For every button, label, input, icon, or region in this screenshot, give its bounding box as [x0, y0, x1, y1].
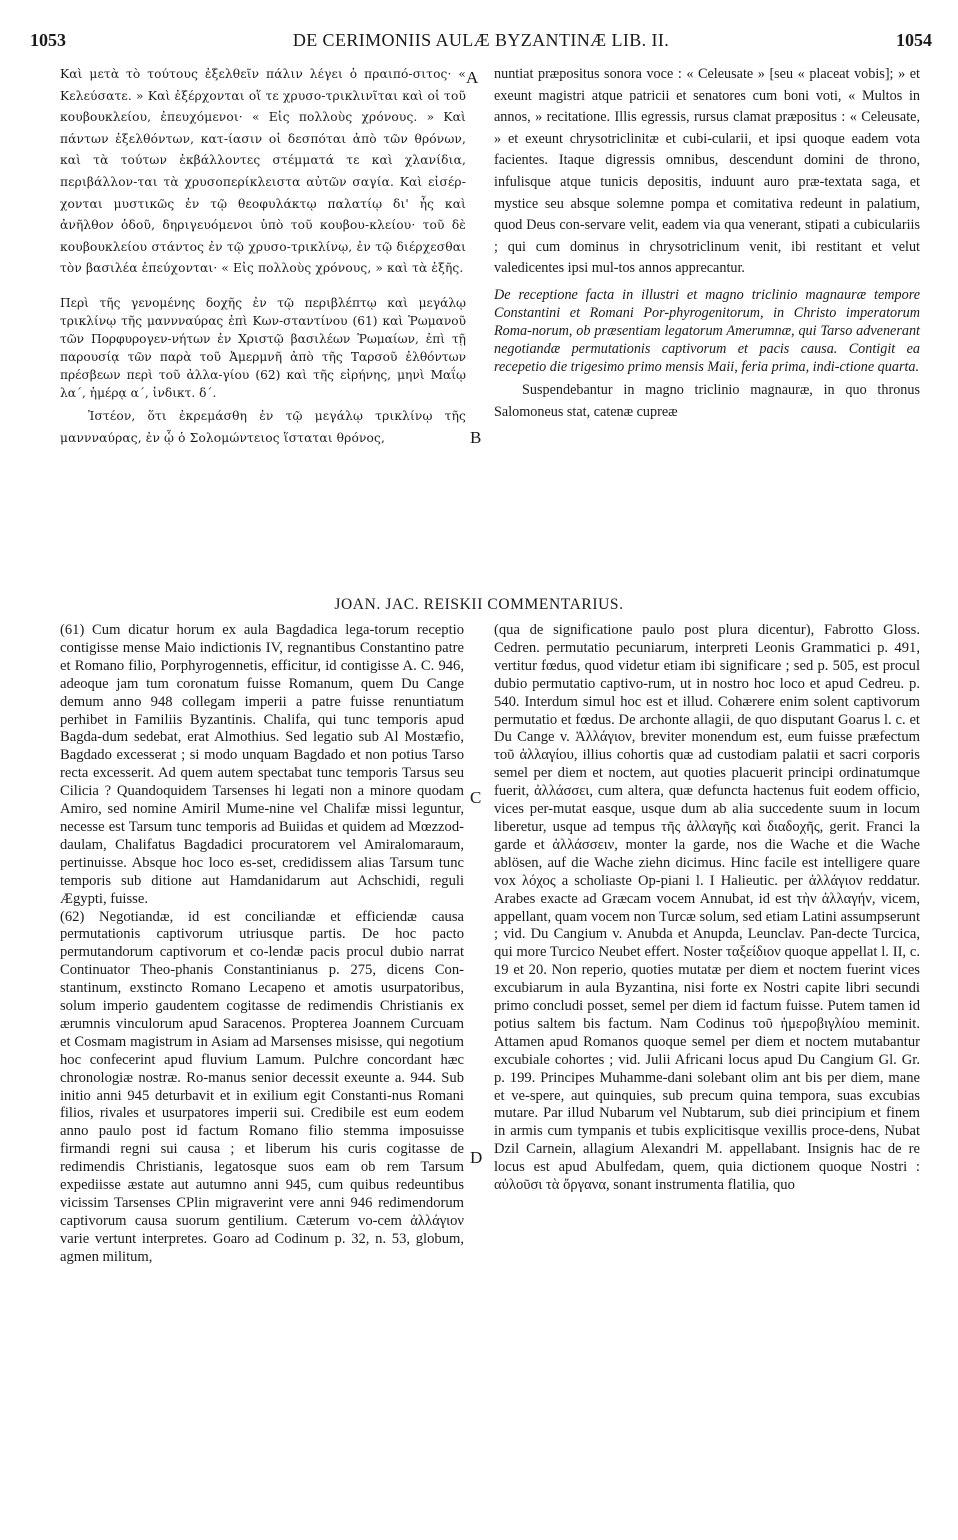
latin-column: [494, 64, 920, 423]
greek-section-title: Περὶ τῆς γενομένης δοχῆς ἐν τῷ περιβλέπτῳ καὶ μεγάλῳ τρικλίνῳ τῆς μαννναύρας ἐπὶ Κων-σταντίνου (61) καὶ Ῥωμανοῦ τῶν Πορφυρογεν-νήτων ἐν Χριστῷ βασιλέων Ῥωμαίων, ἐπὶ τῇ παρουσίᾳ τῶν παρὰ τοῦ Ἀμερμνῆ ἀπὸ τῆς Ταρσοῦ ἐλθόντων πρέσβεων περὶ τοῦ ἀλλα-γίου (62) καὶ τῆς εἰρήνης, μηνὶ Μαΐῳ λα΄, ἡμέρᾳ α΄, ἰνδικτ. δ΄.: [60, 295, 466, 400]
running-title: DE CERIMONIIS AULÆ BYZANTINÆ LIB. II.: [292, 30, 670, 50]
latin-section-title: De receptione facta in illustri et magno triclinio magnauræ tempore Constantini et Romani Por-phyrogenitorum, in Christo imperatorum Roma-norum, ob præsentiam legatorum Amerumnæ, qui Tarso advenerant negotiandæ permutationis captivorum et pacis causa. Contigit ea recepetio die trigesimo primo mensis Maii, feria prima, indi-ctione quarta.: [494, 286, 920, 375]
margin-letter-c: C: [470, 788, 482, 807]
note-62: (62) Negotiandæ, id est conciliandæ et efficiendæ causa permutationis captivorum utriusque partis. De hoc pacto permutandorum captivorum et co-lendæ pacis procul dubio narrat Continuator Theo-phanis Constantinianus p. 275, dicens Con-stantinum, exstincto Romano Lecapeno et amotis usurpatoribus, solum imperio gaudentem cogitasse de redimendis Christianis ex ærumnis vinculorum apud Saracenos. Propterea Joannem Curcuam et Cosmam magistrum in Asiam ad Marsenses misisse, qui negotium hoc confecerint apud fluvium Lamum. Pulchre concordant hæc chronologiæ nostræ. Ro-manus senior decessit exeunte a. 944. Sub initio anni 945 deturbavit et in exilium egit Constanti-nus Romani filios, rivales et usurpatores imperii sui. Credibile est eum eodem anno paulo post id factum Romano filio stemma imposuisse firmandi regni sui causa ; et liberum his curis cogitasse de redimendis Christianis, legatosque suos eam ob rem Tarsum expediisse æstate aut autumno anni 945, cum quibus redeuntibus vicissim Tarsenses CPlin migraverint vere anni 946 redimendorum captivorum causa suorum gentilium. Cæterum vo-cem ἀλλάγιον varie vertunt interpretes. Goaro ad Codinum p. 32, n. 53, globum, agmen militum,: [60, 908, 464, 1265]
note-61: (61) Cum dicatur horum ex aula Bagdadica lega-torum receptio contigisse mense Maio indictionis IV, regnantibus Constantino patre et Romano filio, Porphyrogennetis, efficitur, id contigisse A. C. 946, adeoque jam tum coronatum fuisse Romanum, quem Du Cange demum anno 948 collegam imperii a patre fuisse renuntiatum perhibet in Familiis Byzantinis. Chalifa, qui tunc temporis apud Bagda-dum sedebat, erat Almothius. Sed legatio sub Al Mostæfio, Bagdado excesserat ; si modo unquam Bagdado et non potius Tarso recta excesserit. Ad quem autem spectabat tunc temporis Tarsus seu Cilicia ? Quandoquidem Tarsenses hi legati non a minore quodam Amiro, sed nomine Amiril Mume-nine vel Chalifæ missi leguntur, necesse est Tarsum tunc temporis ad Buiidas et quidem ad Mœzzod-daulam, Chalifatus Bagdadici procuratorem vel Amiralomaraum, pertinuisse. Absque hoc loco es-set, credidissem alias Tarsum tunc temporis sub ditione aut Hamdanidarum aut Achschidi, reguli Ægypti, fuisse.: [60, 622, 464, 907]
page-number-left: 1053: [30, 30, 66, 50]
commentary-continuation: (qua de significatione paulo post plura dicentur), Fabrotto Gloss. Cedren. permutatio pecuniarum, interpreti Leonis Grammatici p. 491, vertitur fœdus, quod videtur etiam ibi significare ; sed p. 505, est procul dubio permutatio captivo-rum, ut in nostro hoc loco et apud Cedreu. p. 540. Interdum simul hoc est et illud. Cohærere enim solent captivorum permutatio et fœdus. De archonte allagii, de quo disputant Goarus l. c. et Du Cange v. Ἀλλάγιον, breviter monendum est, eum fuisse præfectum τοῦ ἀλλαγίου, illius cohortis quæ ad custodiam palatii et sacri corporis semel per diem et noctem, aut quoties placuerit principi ordinatumque fuerit, ἀλλάσσει, cum altera, quæ defuncta hactenus fuit eodem officio, vices per-mutat easque, usque dum ab alia succedente suum in locum liberetur, usque ad tempus τῆς ἀλλαγῆς καὶ διαδοχῆς, gerit. Franci la garde et ἀλλάσσειν, monter la garde, nos die Wache et die Wache ablösen, auf die Wache ziehn dicimus. Hinc facile est intelligere quare vox λόχος a scholiaste Op-piani l. I Halieutic. per ἀλλάγιον reddatur. Arabes exacte ad Græcam vocem Annubat, id est τὴν ἀλλαγήν, vicem, appellant, quam vocem non Turcæ solum, sed etiam Latini assumpserunt ; vid. Du Cangium v. Anubda et Anupda, Leunclav. Pan-decte Turcica, qui more Turcico Neubet effert. Noster ταξείδιον quoque appellat l. II, c. 19 et 20. Non reperio, quoties mutatæ per diem et noctem fuerint vices excubiarum in aula Byzantina, nisi forte ex Nostri capite libri secundi primo concludi posset, semel per diem id factum fuisse. Putem tamen id potius saltem bis factum. Nam Codinus τοῦ ἡμεροβιγλίου meminit. Attamen apud Romanos quoque semel per diem et noctem mutabantur excubiale cohortes ; vid. Julii Africani locus apud Du Cangium Gl. Gr. p. 199. Principes Muhamme-dani solebant olim ant bis per diem, mane et ve-spere, aut quinquies, sub precum quina tempora, suas excubias mutare. Par illud Nubarum vel Nubtarum, sub diei principium et finem in armis cum tympanis et tubis explicitisque vexillis proce-dens, Nubat Dzil Carnein, allagium Alexandri M. appellabant. Insignis hac de re locus est apud Abulfedam, quem, quia dictionem quoque Nostri : αὐλοῦσι τὰ ὄργανα, sonant instrumenta flatilia, quo: [494, 622, 920, 1194]
commentary-right-column: [494, 622, 920, 1195]
greek-column: [60, 64, 466, 449]
margin-letter-b: B: [470, 428, 482, 447]
margin-letter-a: A: [466, 68, 479, 87]
commentary-left-column: [60, 622, 464, 1267]
margin-letter-d: D: [470, 1148, 483, 1167]
latin-paragraph: nuntiat præpositus sonora voce : « Celeusate » [seu « placeat vobis]; » et exeunt magistri atque patricii et senatores cum boni voti, « Multos in annos, » recitatione. Illis egressis, rursus clamat præpositus : « Celeusate, » et exeunt chrysotriclinitæ et cubi-cularii, et ipsi quoque eadem vota facientes. Itaque digressis omnibus, descendunt domini de throno, infulisque atque tunicis depositis, induunt auro præ-textata saga, et mystice seu absque solemne pompa et comitativa redeunt in palatium, quod Deus con-servare velit, eadem via qua venerant, stipati a cubiculariis ; qui cum dominus in chrysotriclinum venit, ibi restitant et velut valedicentes ipsi mul-tos annos apprecantur.: [494, 66, 920, 277]
page-number-right: 1054: [896, 30, 932, 50]
greek-paragraph-2: Ἰστέον, ὅτι ἐκρεμάσθη ἐν τῷ μεγάλῳ τρικλίνῳ τῆς μαννναύρας, ἐν ᾧ ὁ Σολομώντειος ἵσταται θρόνος,: [60, 408, 466, 445]
running-header: [30, 30, 932, 60]
latin-paragraph-2: Suspendebantur in magno triclinio magnauræ, in quo thronus Salomoneus stat, catenæ cupreæ: [494, 381, 920, 420]
commentary-title: JOAN. JAC. REISKII COMMENTARIUS.: [334, 596, 624, 613]
greek-paragraph: Καὶ μετὰ τὸ τούτους ἐξελθεῖν πάλιν λέγει ὁ πραιπό-σιτος· « Κελεύσατε. » Καὶ ἐξέρχονται οἵ τε χρυσο-τρικλινῖται καὶ οἱ τοῦ κουβουκλείου, ἐπευχόμενοι· « Εἰς πολλοὺς χρόνους. » Καὶ πάντων ἐξελθόντων, κατ-ίασιν οἱ δεσπόται ἀπὸ τῶν θρόνων, καὶ τὰ τούτων ἐκβάλλοντες στέμματά τε καὶ χλανίδια, περιβάλλον-ται τὰ χρυσοπερίκλειστα αὐτῶν σαγία. Καὶ εἰσέρ-χονται μυστικῶς ἐν τῷ θεοφυλάκτῳ παλατίῳ δι' ἧς καὶ ἀνῆλθον ὁδοῦ, δηριγευόμενοι ὑπὸ τοῦ κουβου-κλείου· τοῦ δὲ κουβουκλείου στάντος ἐν τῷ χρυσο-τρικλίνῳ, ἐν τῷ διέρχεσθαι τὸν βασιλέα ἐπεύχονται· « Εἰς πολλοὺς χρόνους, » καὶ τὰ ἑξῆς.: [60, 67, 466, 276]
